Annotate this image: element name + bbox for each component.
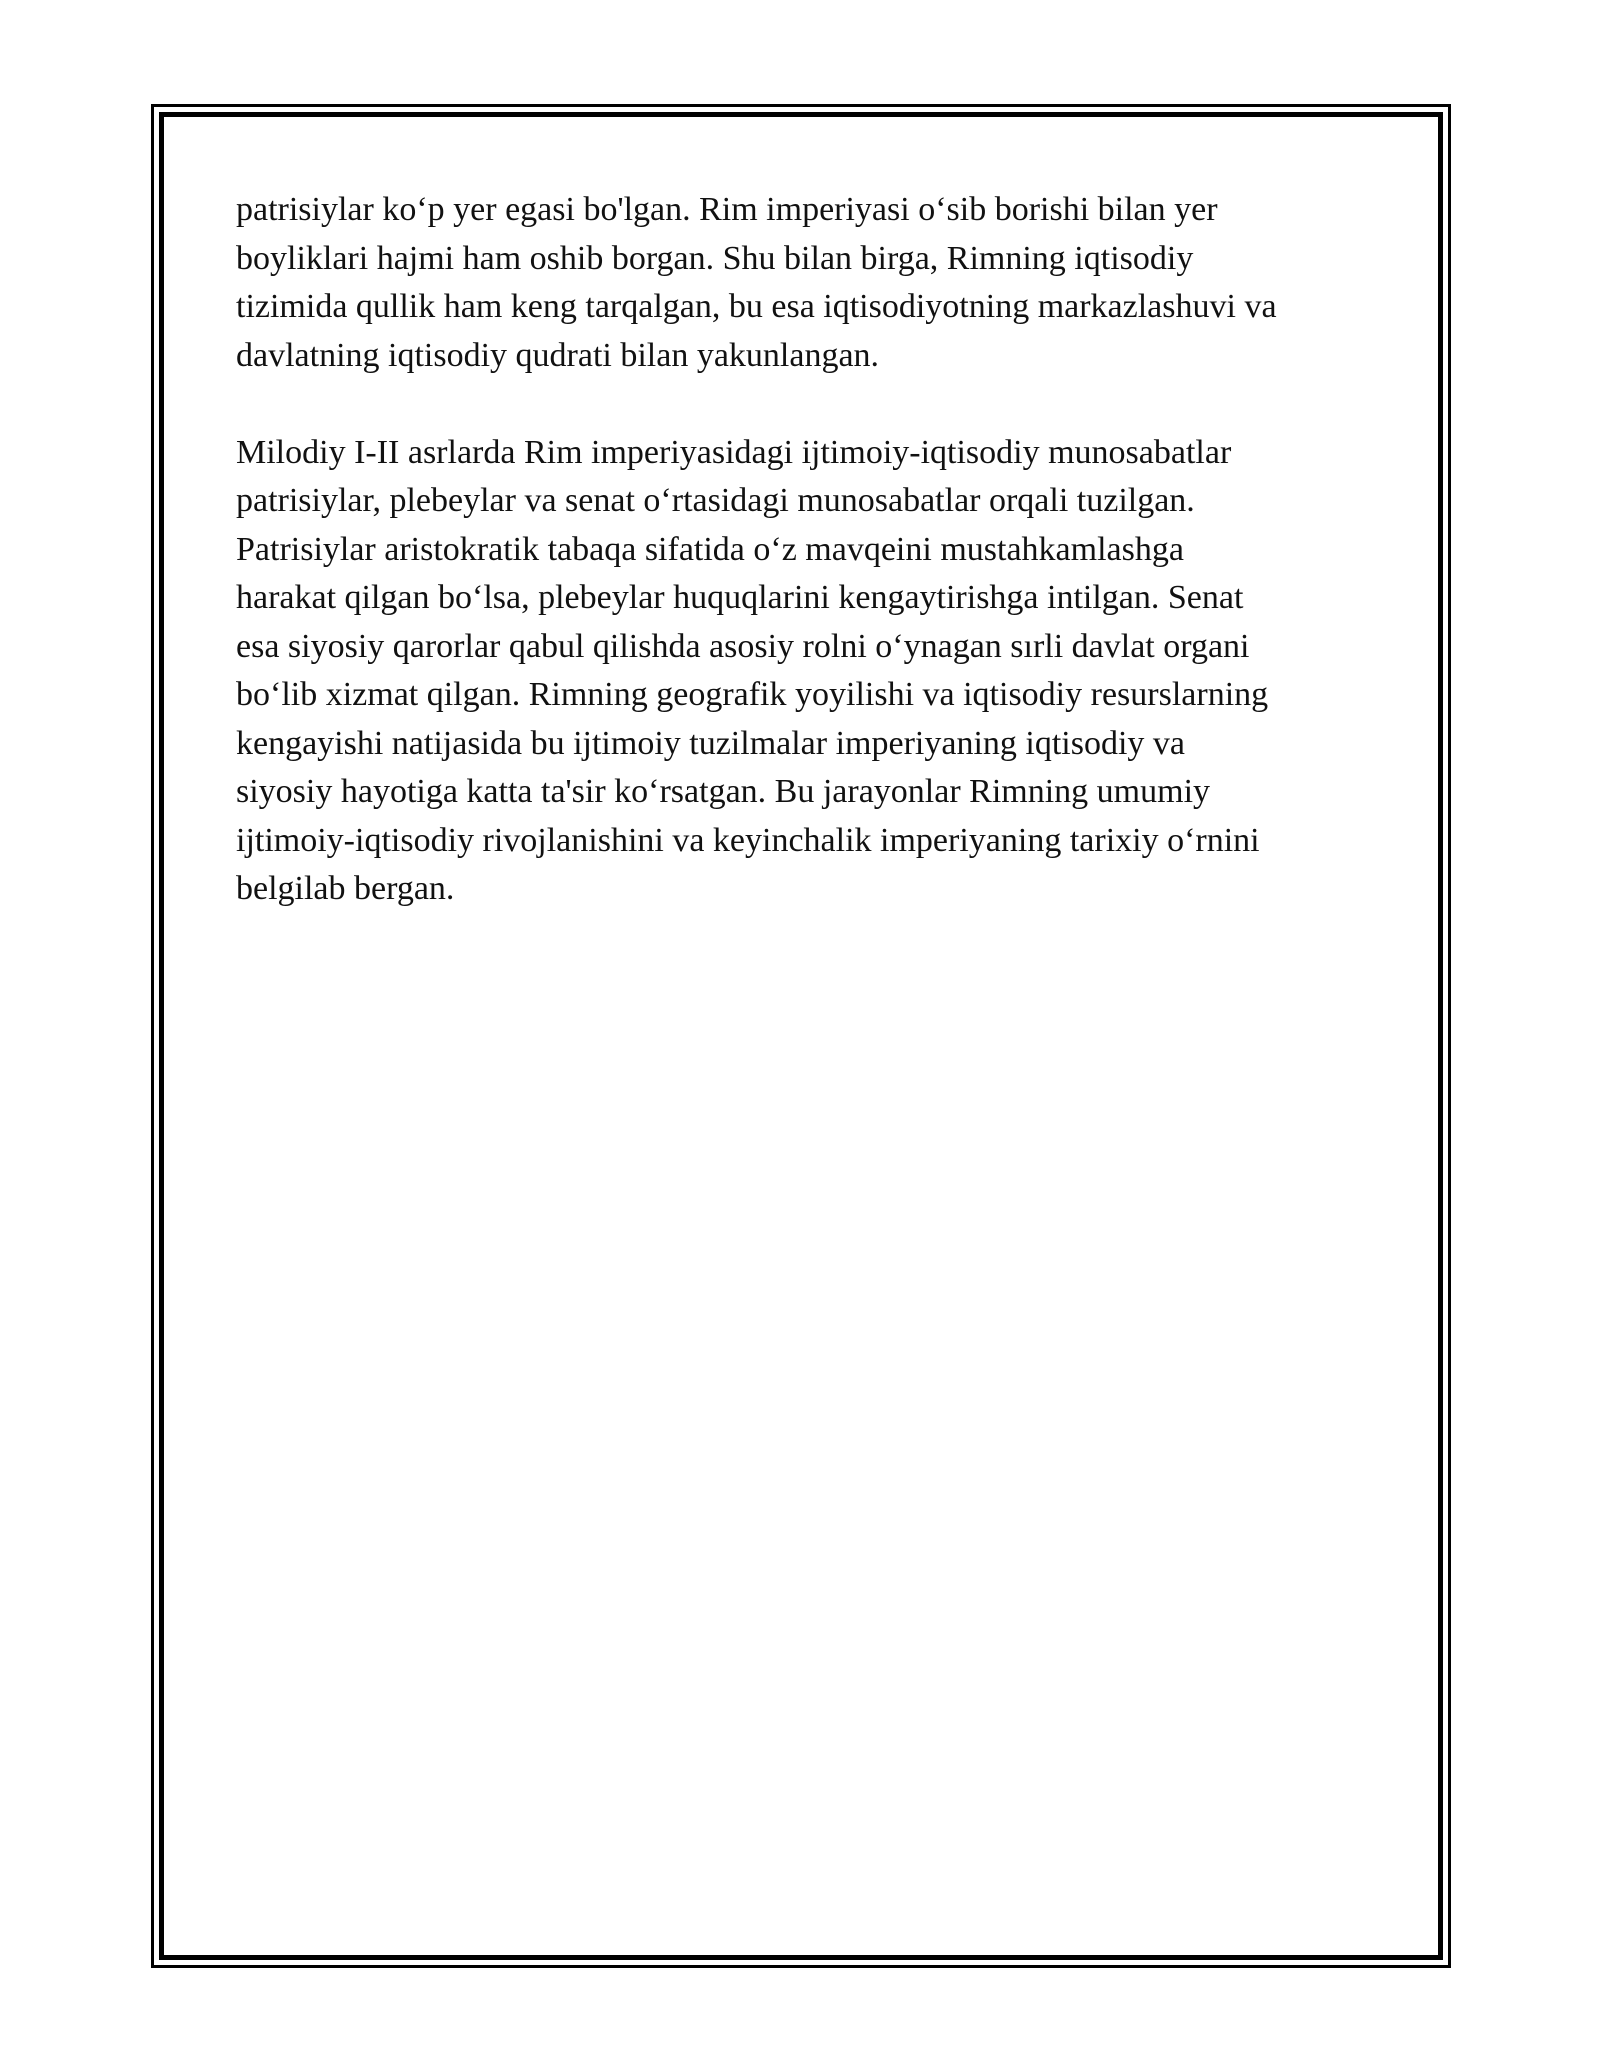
- text-line: davlatning iqtisodiy qudrati bilan yakunlangan.: [236, 336, 880, 374]
- text-line: harakat qilgan bo‘lsa, plebeylar huquqlarini kengaytirishga intilgan. Senat: [236, 579, 1244, 616]
- text-line: esa siyosiy qarorlar qabul qilishda asosiy rolni o‘ynagan sırli davlat organi: [236, 627, 1250, 665]
- text-line: kengayishi natijasida bu ijtimoiy tuzilmalar imperiyaning iqtisodiy va: [236, 724, 1185, 762]
- paragraph-1: [236, 186, 1366, 380]
- text-line: Patrisiylar aristokratik tabaqa sifatida o‘z mavqeini mustahkamlashga: [236, 530, 1184, 568]
- text-line: Milodiy I-II asrlarda Rim imperiyasidagi ijtimoiy-iqtisodiy munosabatlar: [236, 433, 1232, 471]
- document-body: [236, 186, 1366, 962]
- text-line: belgilab bergan.: [236, 870, 455, 907]
- text-line: boyliklari hajmi ham oshib borgan. Shu bilan birga, Rimning iqtisodiy: [236, 239, 1194, 277]
- text-line: patrisiylar ko‘p yer egasi bo'lgan. Rim imperiyasi o‘sib borishi bilan yer: [236, 191, 1218, 228]
- paragraph-2: [236, 429, 1366, 914]
- text-line: patrisiylar, plebeylar va senat o‘rtasidagi munosabatlar orqali tuzilgan.: [236, 482, 1195, 519]
- text-line: siyosiy hayotiga katta ta'sir ko‘rsatgan. Bu jarayonlar Rimning umumiy: [236, 773, 1211, 810]
- text-line: tizimida qullik ham keng tarqalgan, bu esa iqtisodiyotning markazlashuvi va: [236, 288, 1277, 325]
- text-line: bo‘lib xizmat qilgan. Rimning geografik yoyilishi va iqtisodiy resurslarning: [236, 676, 1269, 713]
- text-line: ijtimoiy-iqtisodiy rivojlanishini va keyinchalik imperiyaning tarixiy o‘rnini: [236, 821, 1260, 859]
